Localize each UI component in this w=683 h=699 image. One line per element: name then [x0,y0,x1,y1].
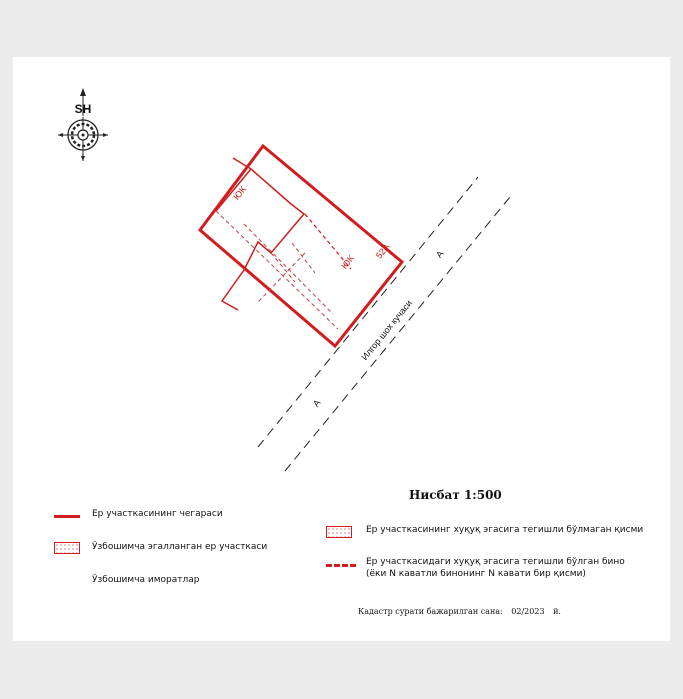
legend-building-label [366,556,625,580]
scale-label: Нисбат 1:500 [409,488,502,502]
compass-east-tip [103,133,108,137]
parcel-boundary[interactable] [200,146,402,346]
building-diagonal-2 [244,224,333,314]
compass-rose-icon [58,88,108,161]
compass-center [82,134,85,137]
cadastral-date-label: Кадастр сурати бажарилган сана: [358,607,503,616]
legend-unauthorized-land-swatch [54,542,80,554]
legend-boundary-swatch [54,515,80,518]
compass-south-tip [81,156,85,161]
building-cross-1 [258,253,305,302]
cadastral-date-value: 02/2023 [511,607,545,616]
north-arrow-icon [80,88,86,96]
house-number-label: 52А [373,241,392,261]
legend-unauthorized-land-label: Ўзбошимча эгалланган ер участкаси [92,542,268,552]
cadastral-date-note [358,607,567,616]
street-name-label: Илгор шох кучаси [359,298,414,363]
parcel-label-top: ЮК [231,184,249,202]
legend-not-owned-label: Ер участкасининг хуқуқ эгасига тегишли бўлмаган қисми [366,525,644,535]
legend-building-line1: Ер участкасидаги хуқуқ эгасига тегишли бўлган бино [366,557,625,567]
parcel-label-inner: ЮК [339,253,357,271]
cadastral-sheet [13,57,670,641]
building-cross-3 [271,253,295,282]
section-label-a-lower: А [310,397,323,409]
legend-not-owned-swatch [326,526,352,538]
cadastral-date-suffix: й. [553,607,561,616]
building-cross-2 [292,243,315,273]
compass-north-label: SH [74,102,92,116]
compass-west-tip [58,133,63,137]
street-edge-upper [258,177,478,447]
building-diagonal-1 [216,211,338,329]
section-label-a-upper: А [433,248,446,260]
legend-boundary-label: Ер участкасининг чегараси [92,509,223,519]
cadastral-map [13,57,670,641]
legend-building-swatch [326,564,356,567]
legend-unauthorized-buildings-label: Ўзбошимча иморатлар [92,575,200,585]
legend-building-line2: (ёки N каватли бинонинг N кавати бир қисми) [366,569,586,579]
